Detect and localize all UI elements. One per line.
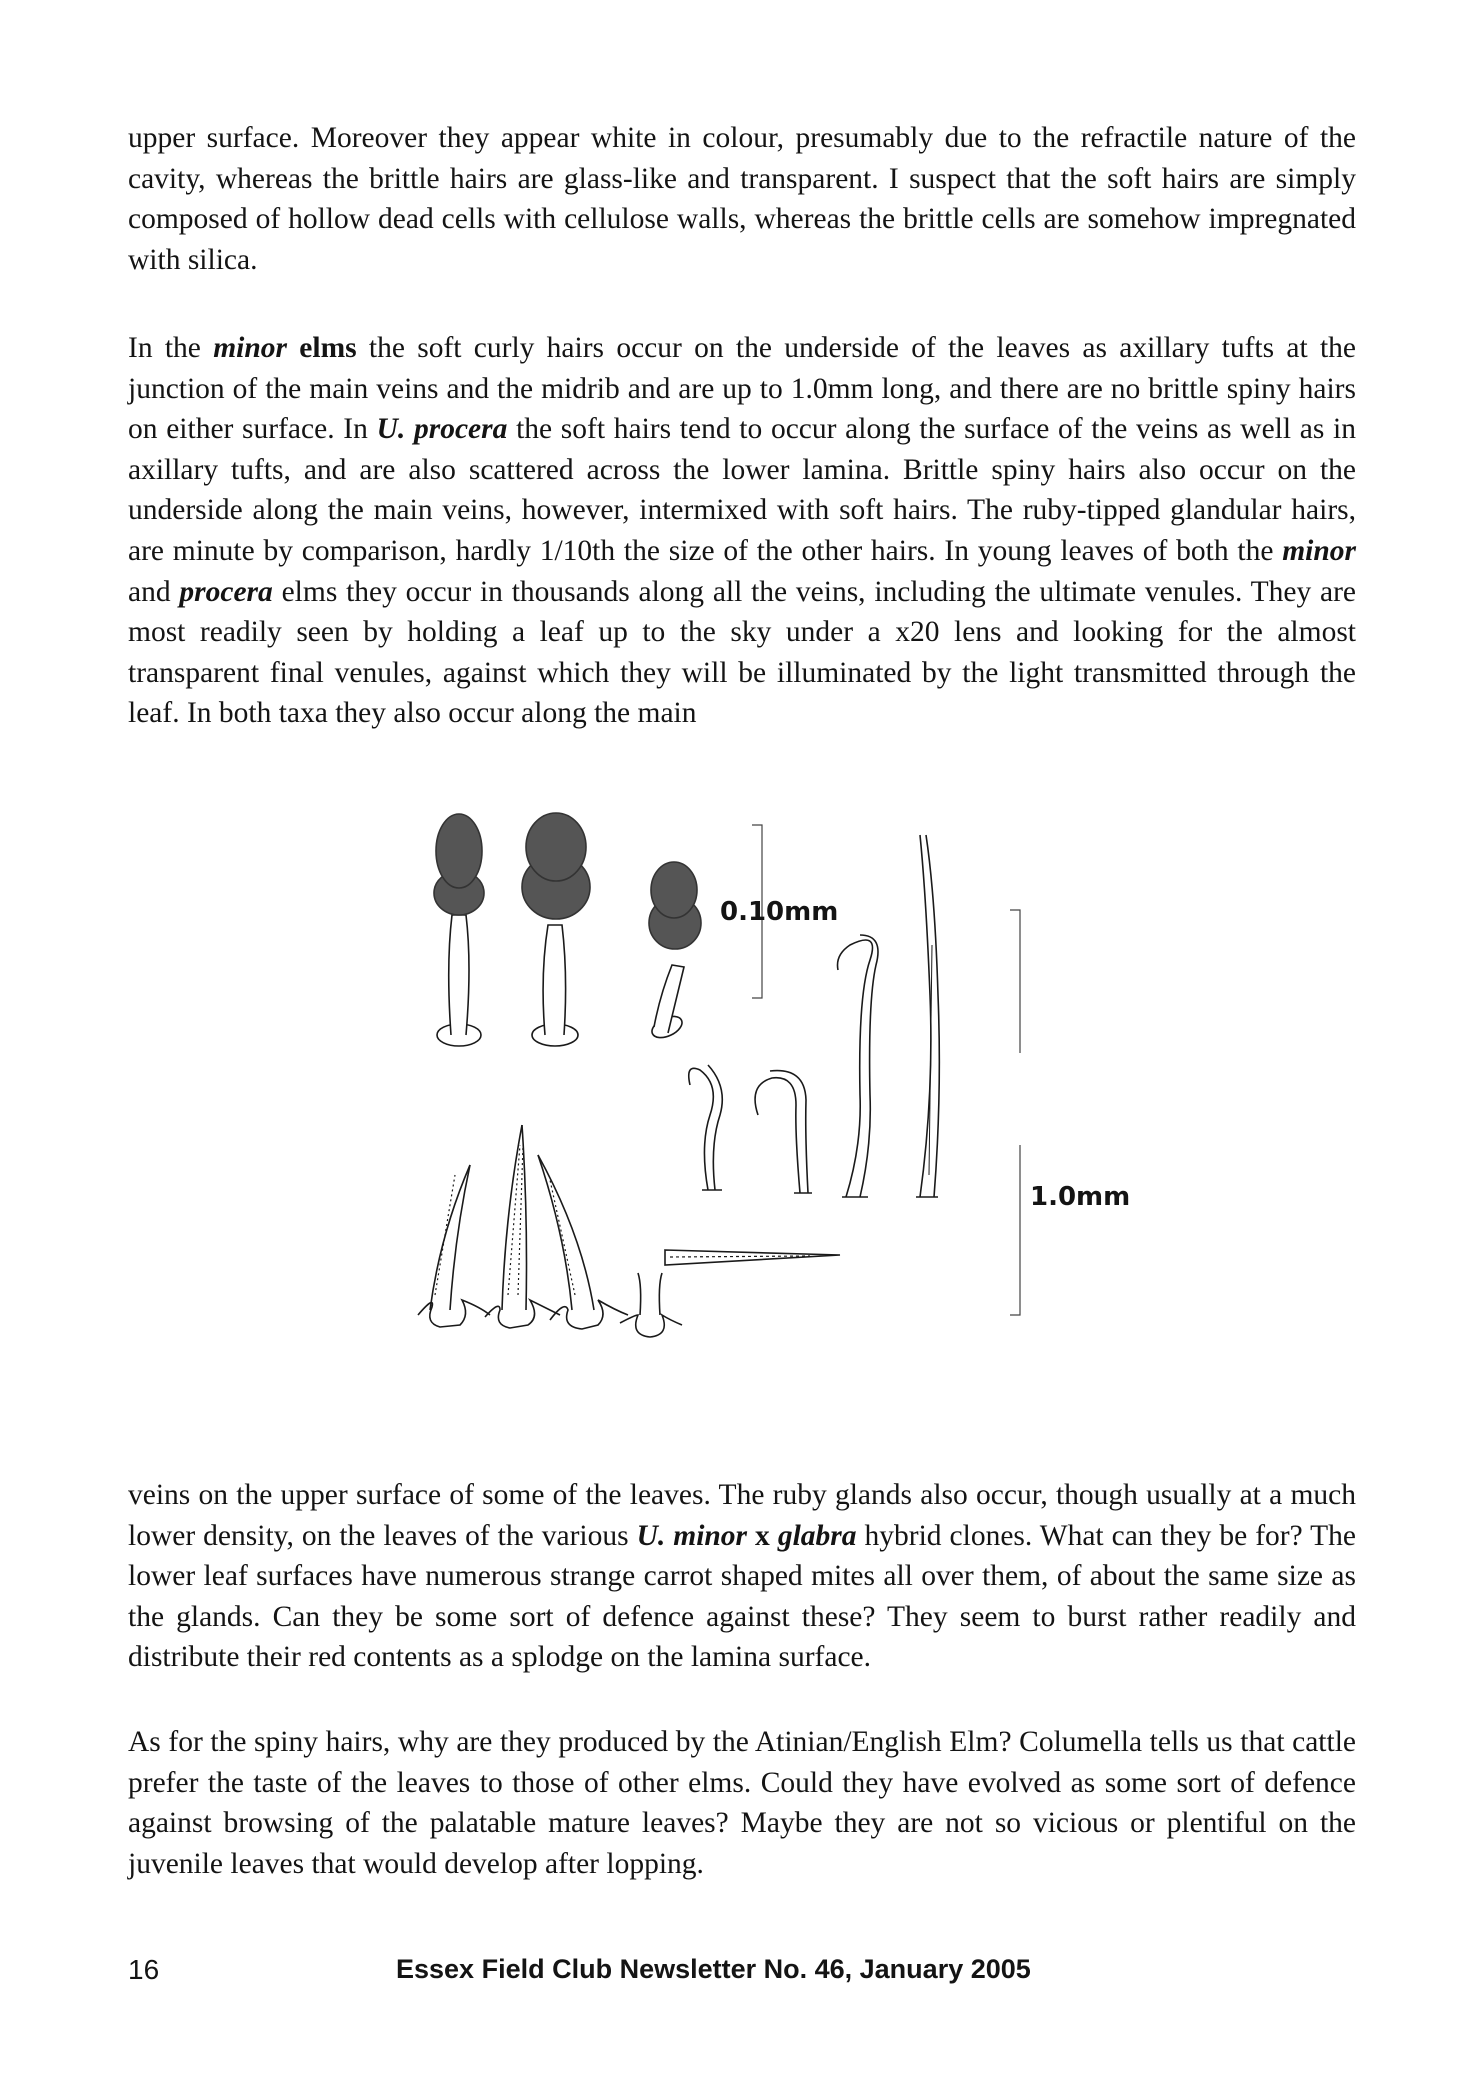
p2-taxon-procera-2: procera [179, 575, 273, 608]
p2-elms: elms [286, 332, 357, 364]
spiny-hair-2 [485, 1125, 560, 1328]
footer-title: Essex Field Club Newsletter No. 46, January 2005 [396, 1954, 1031, 1984]
p2-taxon-minor: minor [213, 332, 287, 364]
glandular-hair-2 [522, 813, 590, 1046]
glandular-hair-3 [649, 862, 701, 1042]
p3-text-1: veins on the upper surface of some of the leaves. The ruby glands also occur, though usually at a much lower density, on the leaves of the various [128, 1479, 1356, 1552]
hair-illustration [390, 795, 1190, 1435]
glandular-hair-1 [434, 814, 484, 1046]
paragraph-4-text: As for the spiny hairs, why are they produced by the Atinian/English Elm? Columella tells us that cattle prefer the taste of the leaves to those of other elms. Could they have evolved as some sort of defence against browsing of the palatable mature leaves? Maybe they are not so vicious or plentiful on the juvenile leaves that would develop after lopping. [128, 1726, 1356, 1880]
horizontal-spiny-hair [665, 1250, 840, 1265]
p3-x: x [747, 1519, 778, 1552]
hair-illustration-figure [390, 795, 1190, 1435]
curly-hair-2 [755, 1071, 812, 1193]
curly-hair-1 [689, 1065, 723, 1190]
p3-taxon-glabra: glabra [777, 1519, 857, 1552]
p2-text-2: the soft curly hairs occur on the underside of the leaves as axillary tufts at the junction of the main veins and the midrib and are up to 1.0mm long, and there are no brittle spiny hairs on either surface. In [128, 332, 1356, 446]
paragraph-1-text: upper surface. Moreover they appear white in colour, presumably due to the refractile nature of the cavity, whereas the brittle hairs are glass-like and transparent. I suspect that the soft hairs are simply composed of hollow dead cells with cellulose walls, whereas the brittle cells are somehow impregnated with silica. [128, 122, 1356, 276]
paragraph-3 [128, 1475, 1356, 1678]
long-curly-hair [838, 935, 879, 1197]
paragraph-4 [128, 1722, 1356, 1884]
spiny-hair-3 [538, 1155, 628, 1329]
page-number: 16 [128, 1954, 160, 1985]
p2-and: and [128, 575, 180, 608]
spiny-hair-base [620, 1273, 682, 1337]
paragraph-2 [128, 328, 1356, 734]
p3-taxon-u-minor: U. minor [636, 1519, 748, 1552]
scale-label-small: 0.10mm [720, 897, 839, 927]
straight-long-hair [916, 835, 939, 1197]
p3-text-2: hybrid clones. What can they be for? The lower leaf surfaces have numerous strange carrot shaped mites all over them, of about the same size as the glands. Can they be some sort of defence against these? They seem to burst rather readily and distribute their red contents as a splodge on the lamina surface. [128, 1519, 1357, 1674]
p2-taxon-procera: U. procera [376, 413, 508, 446]
p2-text-4: elms they occur in thousands along all the veins, including the ultimate venules. They are most readily seen by holding a leaf up to the sky under a x20 lens and looking for the almost transparent final venules, against which they will be illuminated by the light transmitted through the leaf. In both taxa they also occur along the main [128, 575, 1357, 730]
spiny-hair-1 [418, 1165, 490, 1327]
paragraph-1 [128, 118, 1356, 280]
p2-text-3: the soft hairs tend to occur along the surface of the veins as well as in axillary tufts, and are also scattered across the lower lamina. Brittle spiny hairs also occur on the underside along the main veins, however, intermixed with soft hairs. The ruby-tipped glandular hairs, are minute by comparison, hardly 1/10th the size of the other hairs. In young leaves of both the [128, 413, 1356, 567]
p2-taxon-minor-2: minor [1282, 534, 1356, 567]
scale-label-large: 1.0mm [1030, 1182, 1131, 1212]
p2-text-1: In the [128, 332, 214, 364]
